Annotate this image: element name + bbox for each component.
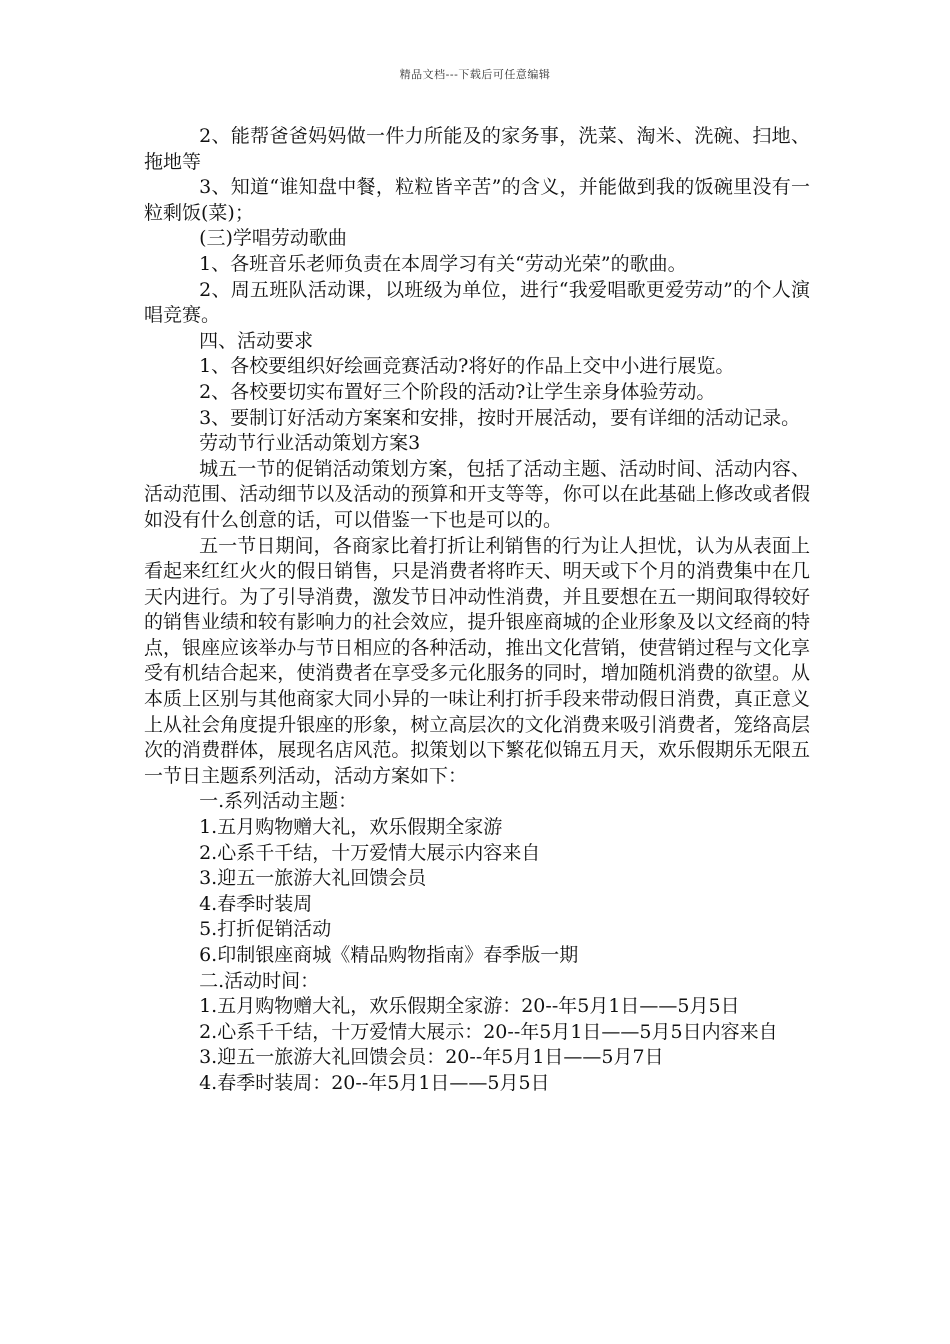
paragraph: 城五一节的促销活动策划方案，包括了活动主题、活动时间、活动内容、活动范围、活动细节以及活动的预算和开支等等，你可以在此基础上修改或者假如没有什么创意的话，可以借鉴一下也是可以的。 (144, 457, 810, 531)
list-item: 6.印制银座商城《精品购物指南》春季版一期 (199, 944, 579, 966)
list-item: 3.迎五一旅游大礼回馈会员：20--年5月1日——5月7日 (199, 1046, 664, 1069)
page-header: 精品文档---下载后可任意编辑 (399, 68, 551, 81)
paragraph: 1、各校要组织好绘画竞赛活动?将好的作品上交中小进行展览。 (199, 355, 735, 378)
list-item: 3.迎五一旅游大礼回馈会员 (199, 867, 427, 890)
paragraph: 3、要制订好活动方案案和安排，按时开展活动，要有详细的活动记录。 (199, 406, 801, 429)
section-heading: (三)学唱劳动歌曲 (199, 227, 347, 250)
section-title: 劳动节行业活动策划方案3 (199, 432, 421, 455)
paragraph: 1、各班音乐老师负责在本周学习有关“劳动光荣”的歌曲。 (199, 252, 687, 275)
section-heading: 一.系列活动主题： (199, 790, 358, 813)
paragraph: 五一节日期间，各商家比着打折让利销售的行为让人担忧，认为从表面上看起来红红火火的假日销售，只是消费者将昨天、明天或下个月的消费集中在几天内进行。为了引导消费，激发节日冲动性消费，并且要想在五一期间取得较好的销售业绩和较有影响力的社会效应，提升银座商城的企业形象及以文经商的特点，银座应该举办与节日相应的各种活动，推出文化营销，使营销过程与文化享受有机结合起来，使消费者在享受多元化服务的同时，增加随机消费的欲望。从本质上区别与其他商家大同小异的一味让利打折手段来带动假日消费，真正意义上从社会角度提升银座的形象，树立高层次的文化消费来吸引消费者，笼络高层次的消费群体，展现名店风范。拟策划以下繁花似锦五月天，欢乐假期乐无限五一节日主题系列活动，活动方案如下： (144, 534, 810, 787)
section-heading: 四、活动要求 (199, 329, 314, 352)
list-item: 2.心系千千结，十万爱情大展示内容来自 (199, 841, 541, 864)
list-item: 1.五月购物赠大礼，欢乐假期全家游：20--年5月1日——5月5日 (199, 995, 740, 1018)
list-item: 5.打折促销活动 (199, 918, 332, 941)
paragraph: 3、知道“谁知盘中餐，粒粒皆辛苦”的含义，并能做到我的饭碗里没有一粒剩饭(菜)； (144, 176, 810, 224)
paragraph: 2、周五班队活动课，以班级为单位，进行“我爱唱歌更爱劳动”的个人演唱竞赛。 (144, 278, 810, 327)
list-item: 4.春季时装周 (199, 892, 313, 915)
section-heading: 二.活动时间： (199, 969, 320, 992)
paragraph: 2、各校要切实布置好三个阶段的活动?让学生亲身体验劳动。 (199, 380, 716, 403)
list-item: 2.心系千千结，十万爱情大展示：20--年5月1日——5月5日内容来自 (199, 1020, 778, 1043)
paragraph: 2、能帮爸爸妈妈做一件力所能及的家务事，洗菜、淘米、洗碗、扫地、拖地等 (144, 125, 810, 173)
list-item: 4.春季时装周：20--年5月1日——5月5日 (199, 1071, 550, 1094)
document-body (144, 124, 810, 1097)
list-item: 1.五月购物赠大礼，欢乐假期全家游 (199, 816, 503, 839)
